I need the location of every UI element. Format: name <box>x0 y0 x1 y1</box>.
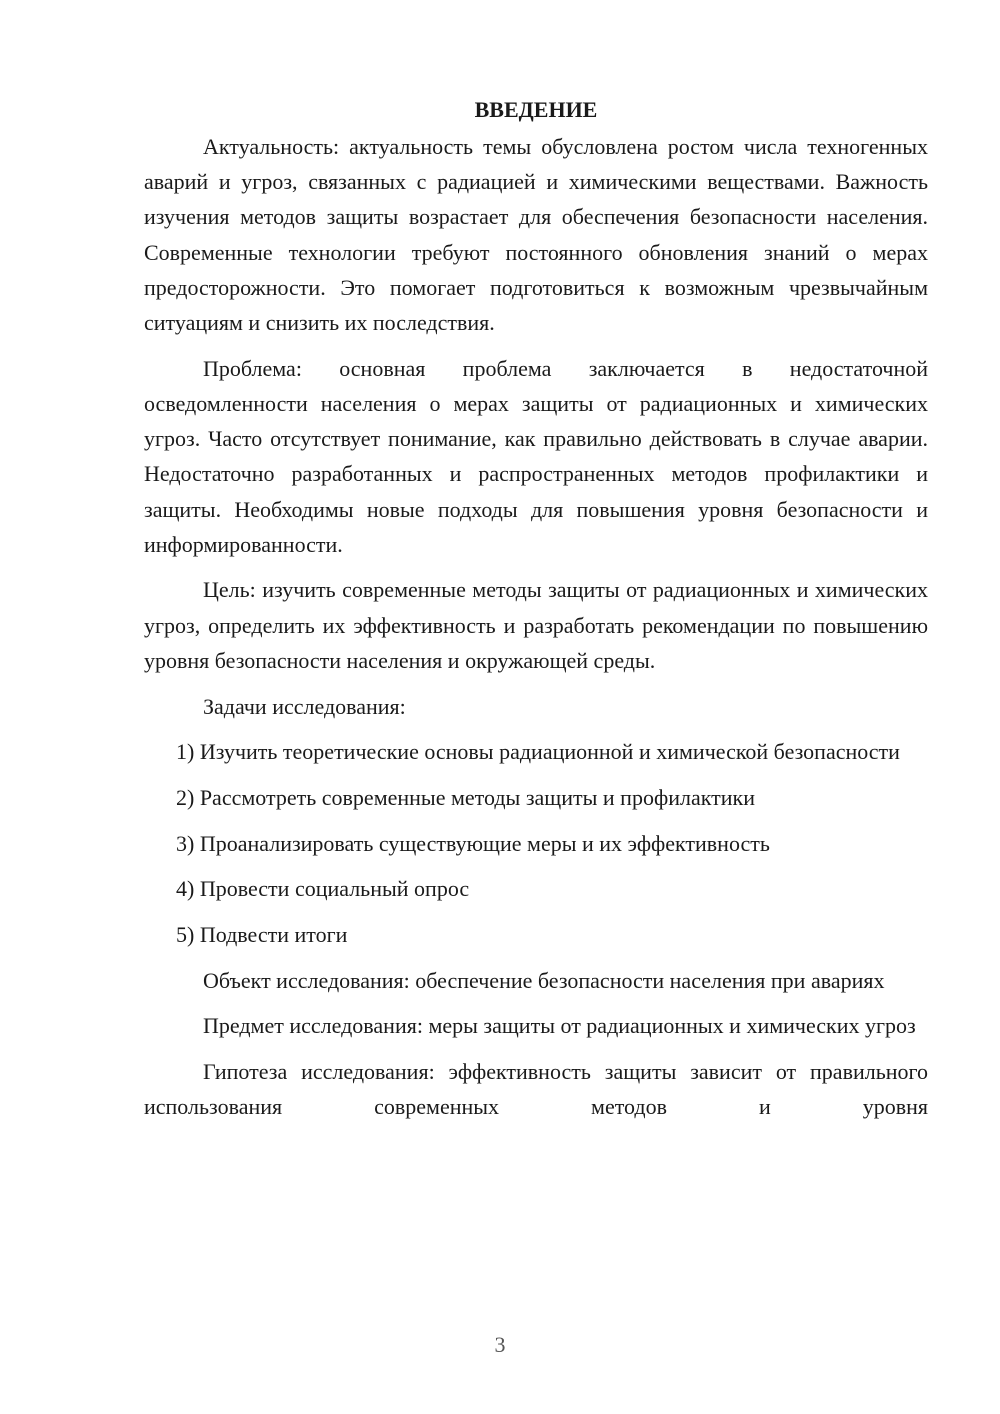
paragraph-object: Объект исследования: обеспечение безопасности населения при авариях <box>203 967 885 993</box>
paragraph-subject: Предмет исследования: меры защиты от радиационных и химических угроз <box>203 1013 916 1039</box>
paragraph-hypothesis: Гипотеза исследования: эффективность защиты зависит от правильного использования современных методов и уровня <box>144 1059 928 1120</box>
paragraph-relevance: Актуальность: актуальность темы обусловлена ростом числа техногенных аварий и угроз, связанных с радиацией и химическими веществами. Важность изучения методов защиты возрастает для обеспечения безопасности населения. Современные технологии требуют постоянного обновления знаний о мерах предосторожности. Это помогает подготовиться к возможным чрезвычайным ситуациям и снизить их последствия. <box>144 134 928 336</box>
paragraph-goal: Цель: изучить современные методы защиты от радиационных и химических угроз, определить их эффективность и разработать рекомендации по повышению уровня безопасности населения и окружающей среды. <box>144 577 928 673</box>
task-item-4: 4) Провести социальный опрос <box>176 876 470 902</box>
task-item-2: 2) Рассмотреть современные методы защиты и профилактики <box>176 784 755 810</box>
section-title: ВВЕДЕНИЕ <box>474 97 598 122</box>
document-page <box>144 94 928 1135</box>
paragraph-problem: Проблема: основная проблема заключается в недостаточной осведомленности населения о мерах защиты от радиационных и химических угроз. Часто отсутствует понимание, как правильно действовать в случае аварии. Недостаточно разработанных и распространенных методов профилактики и защиты. Необходимы новые подходы для повышения уровня безопасности и информированности. <box>144 355 928 557</box>
task-item-1: 1) Изучить теоретические основы радиационной и химической безопасности <box>176 739 900 765</box>
task-item-5: 5) Подвести итоги <box>176 922 348 948</box>
task-item-3: 3) Проанализировать существующие меры и их эффективность <box>176 830 770 856</box>
page-number: 3 <box>494 1332 506 1357</box>
tasks-heading: Задачи исследования: <box>203 693 406 719</box>
